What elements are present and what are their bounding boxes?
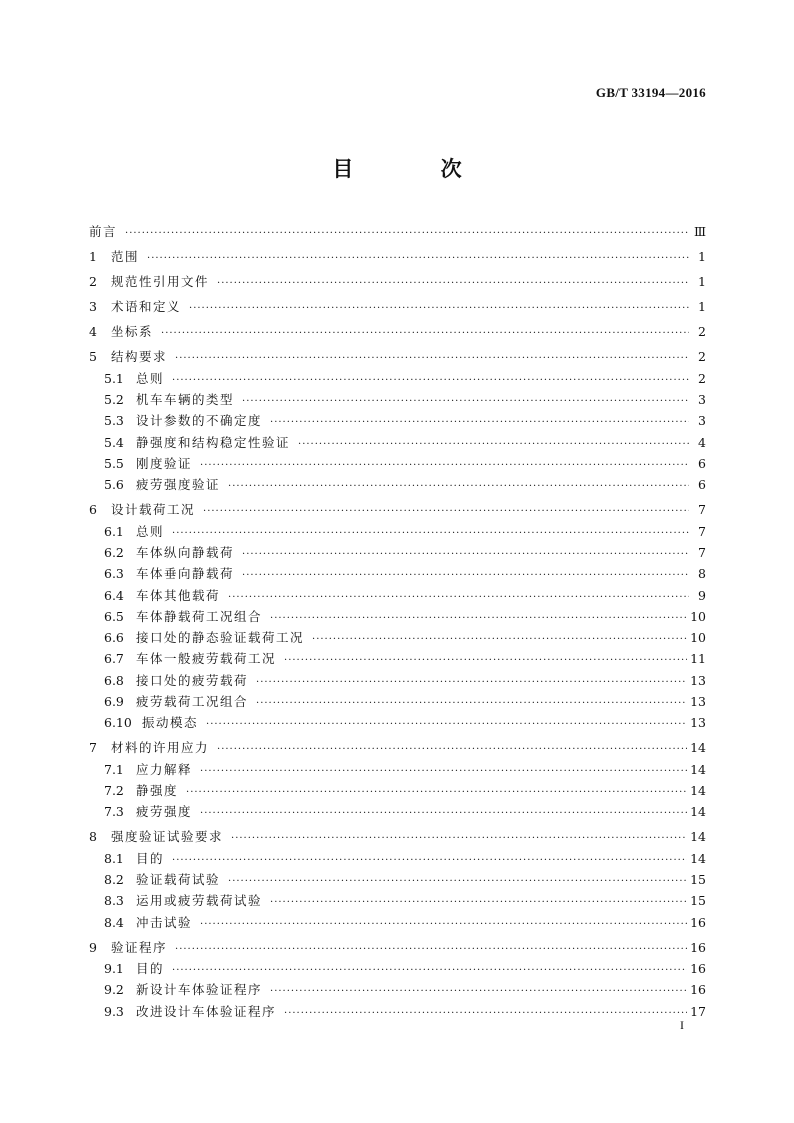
toc-entry-label: 前言 — [89, 224, 118, 239]
toc-entry-number: 6.3 — [104, 566, 124, 582]
toc-entry-label: 车体纵向静载荷 — [136, 544, 235, 560]
toc-entry[interactable] — [89, 937, 706, 958]
toc-entry-page: 7 — [698, 523, 706, 539]
toc-entry[interactable] — [89, 958, 706, 979]
toc-entry-page: 13 — [690, 672, 706, 688]
toc-entry-number: 7.2 — [104, 783, 124, 798]
toc-dot-leader — [175, 939, 687, 960]
toc-entry-number: 8.4 — [104, 914, 124, 930]
toc-entry-page: 16 — [690, 960, 706, 976]
toc-dot-leader — [270, 412, 689, 433]
toc-dot-leader — [217, 273, 689, 294]
toc-entry-page: 13 — [690, 694, 706, 710]
toc-dot-leader — [172, 523, 689, 544]
toc-entry-number: 5.5 — [104, 455, 124, 471]
toc-entry-page: 13 — [690, 715, 706, 731]
toc-dot-leader — [217, 739, 687, 760]
toc-entry[interactable] — [89, 979, 706, 1000]
toc-entry-label: 范围 — [111, 249, 140, 265]
toc-dot-leader — [175, 348, 689, 369]
toc-entry-label: 机车车辆的类型 — [136, 392, 235, 408]
toc-entry[interactable] — [89, 712, 706, 733]
toc-entry-label: 疲劳强度 — [136, 804, 193, 820]
toc-dot-leader — [256, 693, 687, 714]
toc-entry-label: 目的 — [136, 850, 165, 866]
toc-entry-number: 9 — [89, 939, 97, 955]
toc-entry-page: 14 — [690, 829, 706, 845]
toc-entry-page: 16 — [690, 939, 706, 955]
toc-dot-leader — [147, 248, 689, 269]
toc-entry-page: 1 — [698, 274, 706, 290]
toc-dot-leader — [270, 608, 687, 629]
toc-entry-number: 8 — [89, 829, 97, 845]
toc-entry[interactable] — [89, 221, 706, 242]
table-of-contents — [89, 221, 706, 1022]
toc-entry-label: 车体一般疲劳载荷工况 — [136, 651, 277, 667]
toc-dot-leader — [200, 761, 687, 782]
toc-entry-number: 6.8 — [104, 672, 124, 688]
toc-entry-page: 14 — [690, 804, 706, 820]
toc-entry-page: 2 — [698, 324, 706, 340]
toc-entry[interactable] — [89, 759, 706, 780]
toc-entry[interactable] — [89, 453, 706, 474]
toc-entry[interactable] — [89, 627, 706, 648]
toc-entry[interactable] — [89, 563, 706, 584]
toc-entry-label: 总则 — [136, 370, 165, 386]
toc-entry[interactable] — [89, 521, 706, 542]
toc-entry-label: 目的 — [136, 960, 165, 976]
toc-dot-leader — [206, 714, 687, 735]
toc-entry[interactable] — [89, 912, 706, 933]
toc-entry-label: 接口处的疲劳载荷 — [136, 672, 249, 688]
toc-entry[interactable] — [89, 826, 706, 847]
toc-entry-number: 6.1 — [104, 523, 124, 539]
toc-entry[interactable] — [89, 648, 706, 669]
toc-dot-leader — [242, 544, 689, 565]
toc-dot-leader — [172, 370, 689, 391]
toc-entry-number: 5.3 — [104, 413, 124, 429]
toc-entry-page: 10 — [690, 608, 706, 624]
toc-entry-label: 规范性引用文件 — [111, 274, 210, 290]
toc-entry-page: 16 — [690, 914, 706, 930]
toc-entry[interactable] — [89, 691, 706, 712]
toc-dot-leader — [231, 828, 687, 849]
toc-entry-number: 6.9 — [104, 694, 124, 710]
toc-entry-label: 车体其他载荷 — [136, 587, 221, 603]
toc-entry-number: 9.1 — [104, 960, 124, 976]
toc-entry-label: 术语和定义 — [111, 299, 182, 315]
toc-dot-leader — [200, 803, 687, 824]
toc-entry-label: 材料的许用应力 — [111, 740, 210, 756]
toc-entry-number: 6.4 — [104, 587, 124, 603]
toc-entry[interactable] — [89, 542, 706, 563]
toc-entry-number: 9.3 — [104, 1003, 124, 1019]
toc-entry-number: 6.7 — [104, 651, 124, 667]
toc-dot-leader — [125, 223, 689, 244]
toc-dot-leader — [242, 391, 689, 412]
toc-entry-page: 2 — [698, 349, 706, 365]
toc-dot-leader — [270, 981, 687, 1002]
toc-entry-label: 运用或疲劳载荷试验 — [136, 893, 263, 909]
toc-entry-page: 8 — [698, 566, 706, 582]
toc-entry-label: 应力解释 — [136, 761, 193, 777]
toc-entry-page: 14 — [690, 761, 706, 777]
toc-entry-label: 结构要求 — [111, 349, 168, 365]
toc-entry[interactable] — [89, 246, 706, 267]
toc-dot-leader — [172, 850, 687, 871]
toc-entry-number: 6.10 — [104, 715, 132, 731]
toc-dot-leader — [186, 782, 687, 803]
toc-entry-number: 7.1 — [104, 761, 124, 777]
toc-entry[interactable] — [89, 346, 706, 367]
toc-entry[interactable] — [89, 1001, 706, 1022]
toc-entry[interactable] — [89, 296, 706, 317]
toc-dot-leader — [228, 476, 689, 497]
toc-entry-label: 接口处的静态验证载荷工况 — [136, 630, 305, 646]
toc-dot-leader — [172, 960, 687, 981]
toc-entry-page: 6 — [698, 455, 706, 471]
toc-entry-label: 车体垂向静载荷 — [136, 566, 235, 582]
toc-entry[interactable] — [89, 801, 706, 822]
page-title: 目 次 — [332, 157, 502, 181]
toc-dot-leader — [200, 455, 689, 476]
toc-entry-page: 15 — [690, 871, 706, 887]
toc-entry-label: 改进设计车体验证程序 — [136, 1003, 277, 1019]
toc-entry-number: 8.2 — [104, 871, 124, 887]
toc-entry-number: 8.3 — [104, 893, 124, 909]
toc-entry-page: 7 — [698, 502, 706, 518]
toc-entry-page: 10 — [690, 630, 706, 646]
toc-entry-number: 6.5 — [104, 608, 124, 624]
toc-entry[interactable] — [89, 737, 706, 758]
toc-entry-label: 新设计车体验证程序 — [136, 982, 263, 998]
toc-entry-page: 14 — [690, 783, 706, 798]
toc-entry-label: 刚度验证 — [136, 455, 193, 471]
toc-dot-leader — [284, 1003, 687, 1024]
toc-entry-label: 验证程序 — [111, 939, 168, 955]
toc-dot-leader — [161, 323, 689, 344]
toc-entry-number: 7 — [89, 740, 97, 756]
toc-dot-leader — [200, 914, 687, 935]
toc-entry-page: 14 — [690, 740, 706, 756]
toc-dot-leader — [228, 871, 687, 892]
toc-entry-label: 冲击试验 — [136, 914, 193, 930]
toc-entry[interactable] — [89, 890, 706, 911]
toc-entry-label: 强度验证试验要求 — [111, 829, 224, 845]
toc-entry[interactable] — [89, 848, 706, 869]
toc-entry[interactable] — [89, 585, 706, 606]
toc-entry[interactable] — [89, 606, 706, 627]
toc-entry-page: 3 — [698, 392, 706, 408]
toc-dot-leader — [203, 501, 689, 522]
toc-entry-number: 5.1 — [104, 370, 124, 386]
toc-entry-number: 9.2 — [104, 982, 124, 998]
toc-entry-label: 坐标系 — [111, 324, 154, 340]
toc-entry-number: 5 — [89, 349, 97, 365]
toc-entry-label: 总则 — [136, 523, 165, 539]
toc-dot-leader — [284, 650, 687, 671]
toc-entry[interactable] — [89, 410, 706, 431]
toc-entry-label: 疲劳载荷工况组合 — [136, 694, 249, 710]
toc-entry-page: Ⅲ — [693, 224, 706, 239]
page-number: I — [680, 1018, 684, 1032]
toc-entry-number: 5.4 — [104, 434, 124, 450]
toc-dot-leader — [298, 434, 689, 455]
toc-entry-page: 11 — [690, 651, 706, 667]
toc-entry-label: 车体静载荷工况组合 — [136, 608, 263, 624]
toc-entry-page: 1 — [698, 299, 706, 315]
toc-entry-page: 14 — [690, 850, 706, 866]
toc-entry[interactable] — [89, 271, 706, 292]
toc-entry[interactable] — [89, 321, 706, 342]
toc-entry-label: 静强度 — [136, 783, 179, 798]
toc-entry[interactable] — [89, 432, 706, 453]
toc-entry-number: 1 — [89, 249, 97, 265]
toc-entry-page: 1 — [698, 249, 706, 265]
toc-entry-number: 7.3 — [104, 804, 124, 820]
toc-entry-number: 6.2 — [104, 544, 124, 560]
toc-entry[interactable] — [89, 368, 706, 389]
toc-entry-page: 16 — [690, 982, 706, 998]
toc-dot-leader — [189, 298, 689, 319]
toc-entry-number: 6.6 — [104, 630, 124, 646]
toc-dot-leader — [270, 892, 687, 913]
toc-entry[interactable] — [89, 389, 706, 410]
toc-entry-page: 4 — [698, 434, 706, 450]
toc-entry-label: 设计参数的不确定度 — [136, 413, 263, 429]
toc-dot-leader — [242, 565, 689, 586]
toc-entry-number: 3 — [89, 299, 97, 315]
toc-entry[interactable] — [89, 780, 706, 801]
toc-entry-page: 7 — [698, 544, 706, 560]
toc-entry-label: 静强度和结构稳定性验证 — [136, 434, 291, 450]
toc-entry[interactable] — [89, 869, 706, 890]
toc-entry-number: 5.6 — [104, 477, 124, 493]
toc-entry-label: 设计载荷工况 — [111, 502, 196, 518]
toc-entry-label: 验证载荷试验 — [136, 871, 221, 887]
toc-entry[interactable] — [89, 499, 706, 520]
toc-dot-leader — [256, 672, 687, 693]
toc-entry-page: 2 — [698, 370, 706, 386]
toc-dot-leader — [312, 629, 687, 650]
toc-entry-page: 15 — [690, 893, 706, 909]
toc-entry-page: 3 — [698, 413, 706, 429]
toc-entry[interactable] — [89, 474, 706, 495]
standard-code: GB/T 33194—2016 — [595, 85, 706, 100]
toc-entry-number: 8.1 — [104, 850, 124, 866]
toc-entry-page: 9 — [698, 587, 706, 603]
toc-entry-label: 疲劳强度验证 — [136, 477, 221, 493]
toc-entry-label: 振动模态 — [142, 715, 199, 731]
toc-dot-leader — [228, 587, 689, 608]
toc-entry-number: 6 — [89, 502, 97, 518]
toc-entry-number: 2 — [89, 274, 97, 290]
toc-entry[interactable] — [89, 670, 706, 691]
toc-entry-page: 6 — [698, 477, 706, 493]
toc-entry-number: 5.2 — [104, 392, 124, 408]
toc-entry-page: 17 — [690, 1003, 706, 1019]
toc-entry-number: 4 — [89, 324, 97, 340]
